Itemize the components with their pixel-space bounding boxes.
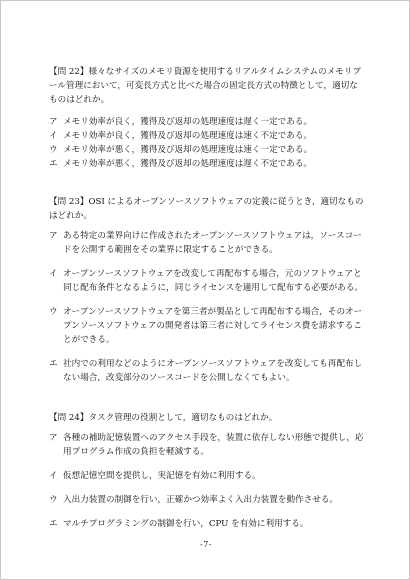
option-label: エ: [49, 359, 58, 369]
option-text: マルチプログラミングの制御を行い，CPU を有効に利用する。: [63, 519, 309, 529]
option-label: イ: [49, 269, 58, 279]
question-22: [49, 65, 365, 171]
option-label: イ: [49, 471, 58, 481]
question-23-option-u: [49, 305, 365, 347]
option-label: ウ: [49, 145, 58, 155]
question-24-option-i: [49, 469, 365, 483]
option-label: ア: [49, 433, 58, 443]
question-22-option-i: [49, 129, 365, 143]
option-text: 入出力装置の制御を行い，正確かつ効率よく入出力装置を動作させる。: [63, 495, 339, 505]
question-23-option-i: [49, 267, 365, 295]
question-24-option-a: [49, 431, 365, 459]
question-22-option-u: [49, 143, 365, 157]
option-text: メモリ効率が悪く，獲得及び返却の処理速度は速く一定である。: [63, 145, 313, 155]
option-label: ウ: [49, 307, 58, 317]
question-24-option-u: [49, 493, 365, 507]
question-24: [49, 411, 365, 531]
question-22-option-e: [49, 157, 365, 171]
option-text: 社内での利用などのようにオープンソースソフトウェアを改変しても再配布しない場合，改変部分のソースコードを公開しなくてもよい。: [63, 359, 363, 383]
option-text: ある特定の業界向けに作成されたオープンソースソフトウェアは，ソースコードを公開する範囲をその業界に限定することができる。: [63, 231, 362, 255]
option-text: 仮想記憶空間を提供し，実記憶を有効に利用する。: [63, 471, 261, 481]
question-23-option-e: [49, 357, 365, 385]
question-22-stem: 【問 22】様々なサイズのメモリ資源を使用するリアルタイムシステムのメモリプール管理において，可変長方式と比べた場合の固定長方式の特徴として，適切なものはどれか。: [49, 67, 362, 105]
option-text: メモリ効率が良く，獲得及び返却の処理速度は速く不定である。: [63, 131, 313, 141]
option-label: イ: [49, 131, 58, 141]
question-24-option-e: [49, 517, 365, 531]
option-label: ア: [49, 117, 58, 127]
option-label: エ: [49, 519, 58, 529]
option-text: オープンソースソフトウェアを第三者が製品として再配布する場合，そのオープンソースソフトウェアの開発者は第三者に対してライセンス費を請求することができる。: [63, 307, 363, 345]
option-label: エ: [49, 159, 58, 169]
option-label: ア: [49, 231, 58, 241]
question-23-stem: 【問 23】OSI によるオープンソースソフトウェアの定義に従うとき，適切なものはどれか。: [49, 197, 364, 221]
option-text: メモリ効率が良く，獲得及び返却の処理速度は遅く一定である。: [63, 117, 313, 127]
option-text: オープンソースソフトウェアを改変して再配布する場合，元のソフトウェアと同じ配布条件となるように，同じライセンスを適用して配布する必要がある。: [63, 269, 364, 293]
option-text: 各種の補助記憶装置へのアクセス手段を，装置に依存しない形態で提供し，応用プログラム作成の負担を軽減する。: [63, 433, 364, 457]
question-22-option-a: [49, 115, 365, 129]
page-content: [49, 65, 365, 531]
question-23-option-a: [49, 229, 365, 257]
option-label: ウ: [49, 495, 58, 505]
question-24-stem: 【問 24】タスク管理の役割として，適切なものはどれか。: [49, 413, 278, 423]
question-23: [49, 195, 365, 385]
option-text: メモリ効率が悪く，獲得及び返却の処理速度は遅く不定である。: [63, 159, 313, 169]
page-number: -7-: [200, 540, 212, 549]
